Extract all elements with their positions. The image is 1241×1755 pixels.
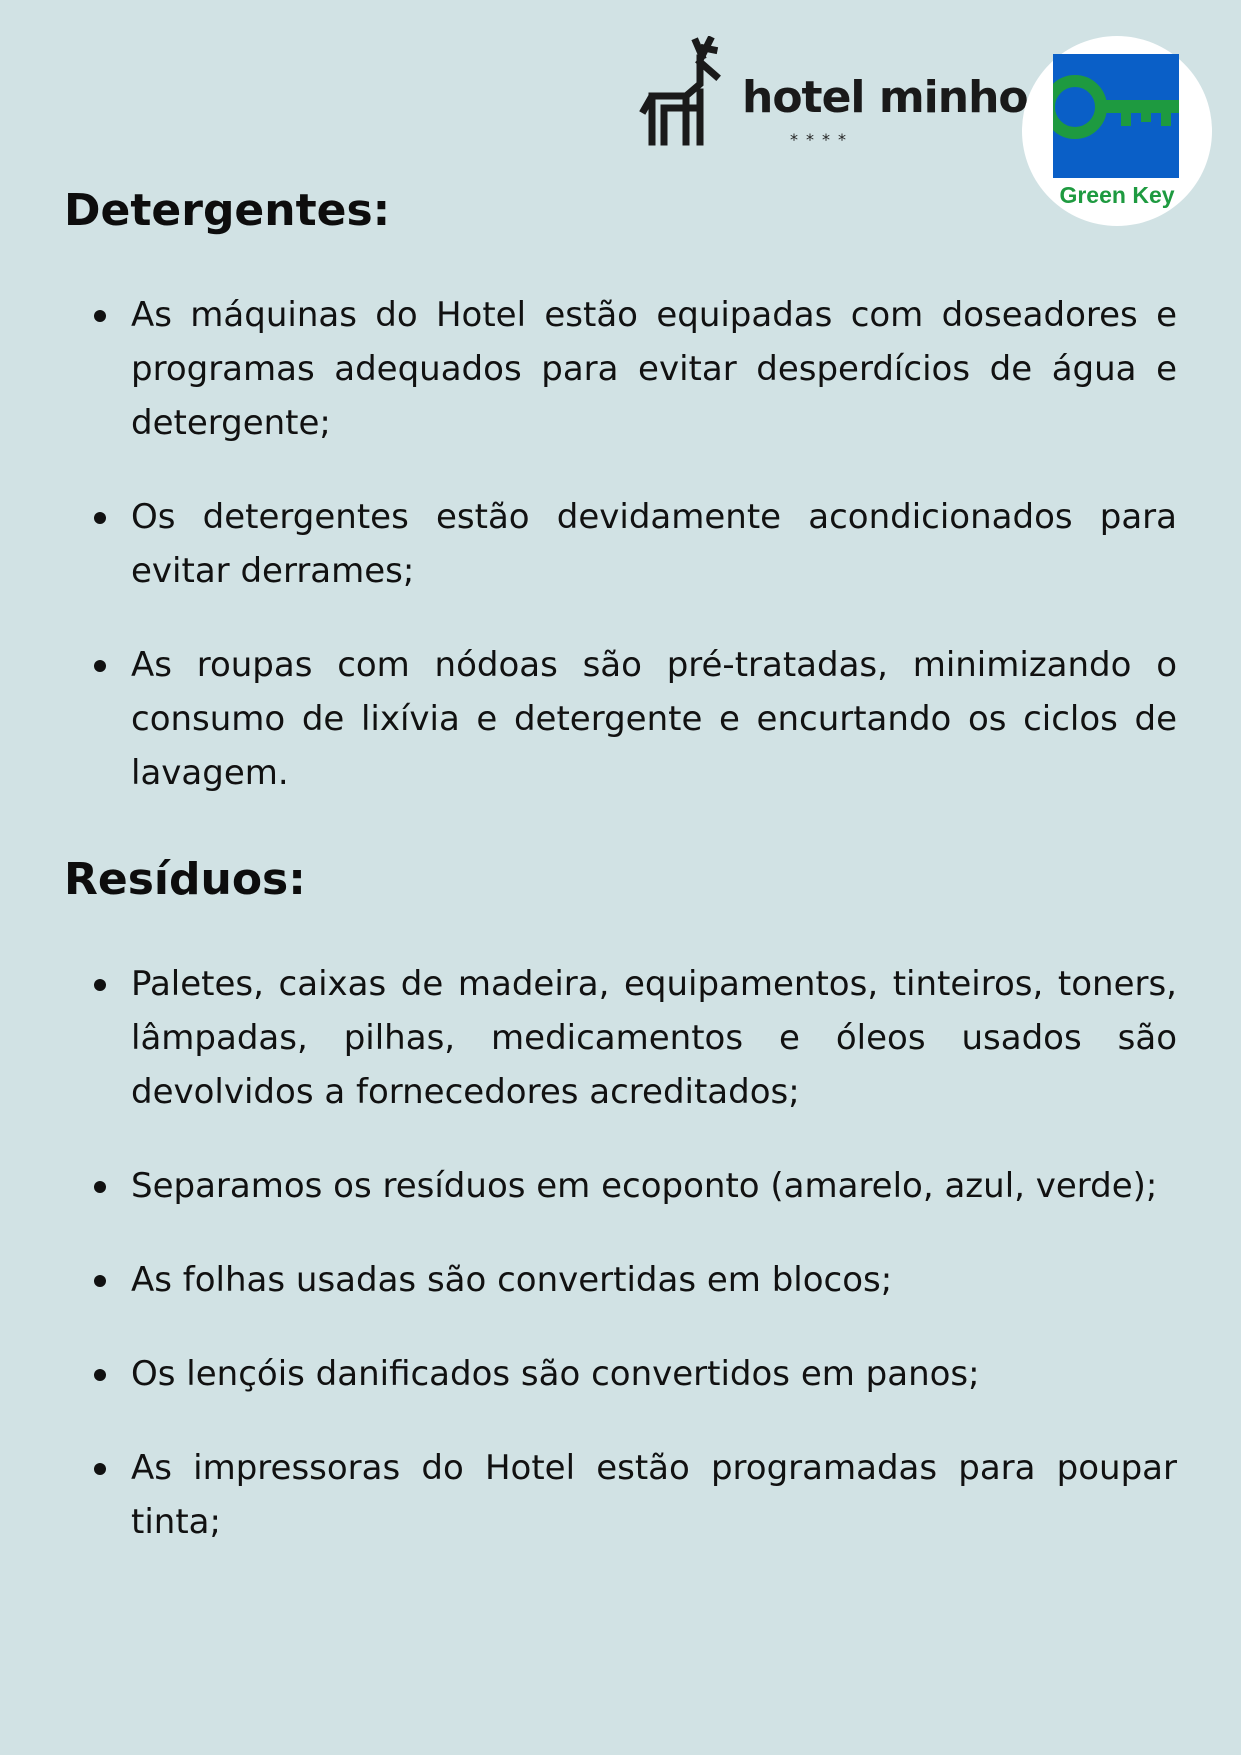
hotel-minho-logo bbox=[630, 36, 1028, 156]
bullet-icon bbox=[94, 979, 106, 991]
list-item bbox=[64, 1159, 1177, 1213]
list-item-text: As roupas com nódoas são pré-tratadas, minimizando o consumo de lixívia e detergente e encurtando os ciclos de lavagem. bbox=[131, 644, 1177, 793]
green-key-label: Green Key bbox=[1059, 182, 1175, 208]
residuos-list bbox=[64, 957, 1177, 1549]
bullet-icon bbox=[94, 1463, 106, 1475]
list-item bbox=[64, 957, 1177, 1119]
bullet-icon bbox=[94, 660, 106, 672]
list-item bbox=[64, 1253, 1177, 1307]
list-item-text: As impressoras do Hotel estão programadas para poupar tinta; bbox=[131, 1447, 1177, 1542]
section-title-detergentes: Detergentes: bbox=[64, 185, 391, 236]
list-item-text: Separamos os resíduos em ecoponto (amarelo, azul, verde); bbox=[131, 1165, 1158, 1206]
list-item-text: As folhas usadas são convertidas em blocos; bbox=[131, 1259, 893, 1300]
bullet-icon bbox=[94, 1369, 106, 1381]
deer-icon bbox=[638, 36, 738, 148]
key-icon bbox=[1053, 54, 1179, 178]
bullet-icon bbox=[94, 310, 106, 322]
list-item bbox=[64, 638, 1177, 800]
section-title-residuos: Resíduos: bbox=[64, 853, 306, 905]
list-item-text: Os lençóis danificados são convertidos em panos; bbox=[131, 1353, 980, 1394]
list-item-text: As máquinas do Hotel estão equipadas com doseadores e programas adequados para evitar desperdícios de água e detergente; bbox=[131, 294, 1177, 443]
list-item-text: Paletes, caixas de madeira, equipamentos, tinteiros, toners, lâmpadas, pilhas, medicamentos e óleos usados são devolvidos a fornecedores acreditados; bbox=[131, 963, 1177, 1112]
bullet-icon bbox=[94, 512, 106, 524]
list-item-text: Os detergentes estão devidamente acondicionados para evitar derrames; bbox=[131, 496, 1177, 591]
list-item bbox=[64, 1347, 1177, 1401]
detergentes-list bbox=[64, 288, 1177, 800]
list-item bbox=[64, 1441, 1177, 1549]
green-key-logo-square bbox=[1053, 54, 1179, 178]
bullet-icon bbox=[94, 1181, 106, 1193]
hotel-name: hotel minho bbox=[742, 72, 1028, 123]
hotel-stars: **** bbox=[790, 130, 854, 149]
list-item bbox=[64, 490, 1177, 598]
list-item bbox=[64, 288, 1177, 450]
bullet-icon bbox=[94, 1275, 106, 1287]
content bbox=[64, 185, 1177, 1549]
